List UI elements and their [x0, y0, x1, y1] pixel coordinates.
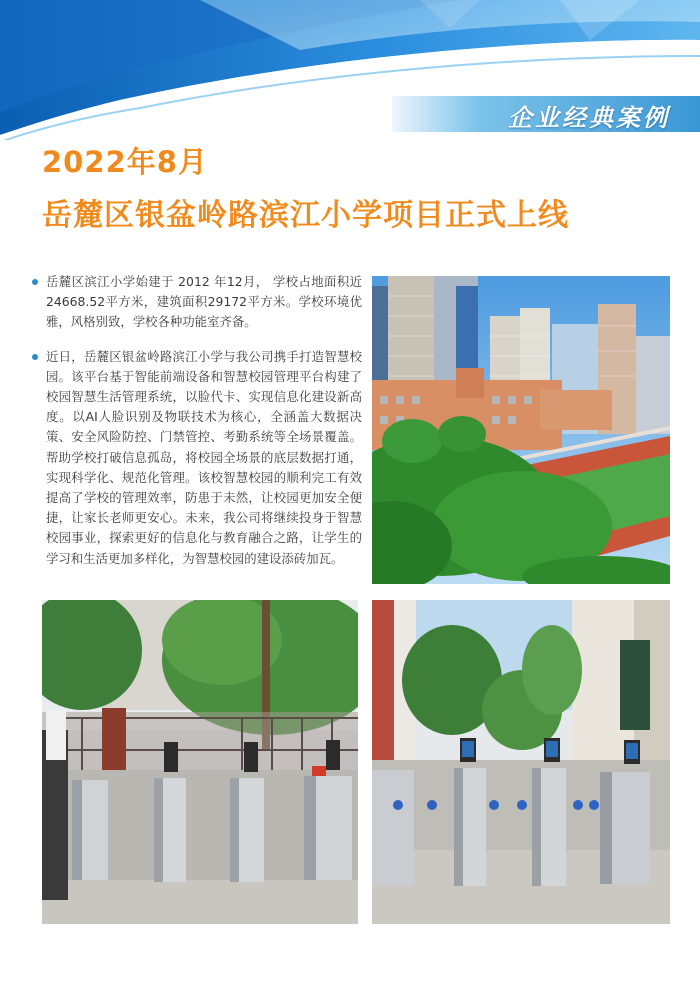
paragraph-2 — [30, 347, 362, 569]
gates-photo-left — [42, 600, 358, 924]
section-banner — [392, 96, 700, 132]
paragraph-1 — [30, 272, 362, 333]
paragraph-2-text: 近日，岳麓区银盆岭路滨江小学与我公司携手打造智慧校园。该平台基于智能前端设备和智慧校园管理平台构建了校园智慧生活管理系统，以脸代卡、实现信息化建设新高度。以AI人脸识别及物联技术为核心，全涵盖大数据决策、安全风险防控、门禁管控、考勤系统等全场景覆盖。帮助学校打破信息孤岛，将校园全场景的底层数据打通，实现科学化、规范化管理。该校智慧校园的顺利完工有效提高了学校的管理效率，防患于未然，让校园更加安全便捷，让家长老师更安心。未来，我公司将继续投身于智慧校园事业，探索更好的信息化与教育融合之路，让学生的学习和生活更加多样化，为智慧校园的建设添砖加瓦。 — [46, 348, 362, 566]
paragraph-1-text: 岳麓区滨江小学始建于 2012 年12月， 学校占地面积近24668.52平方米，建筑面积29172平方米。学校环境优雅，风格别致，学校各种功能室齐备。 — [46, 274, 362, 330]
project-date: 2022年8月 — [42, 145, 208, 179]
article-body — [30, 272, 362, 569]
bullet-icon — [32, 354, 38, 360]
campus-photo — [372, 276, 670, 584]
bullet-icon — [32, 279, 38, 285]
gates-photo-right — [372, 600, 670, 924]
banner-text: 企业经典案例 — [508, 104, 670, 132]
project-title: 岳麓区银盆岭路滨江小学项目正式上线 — [42, 198, 569, 233]
